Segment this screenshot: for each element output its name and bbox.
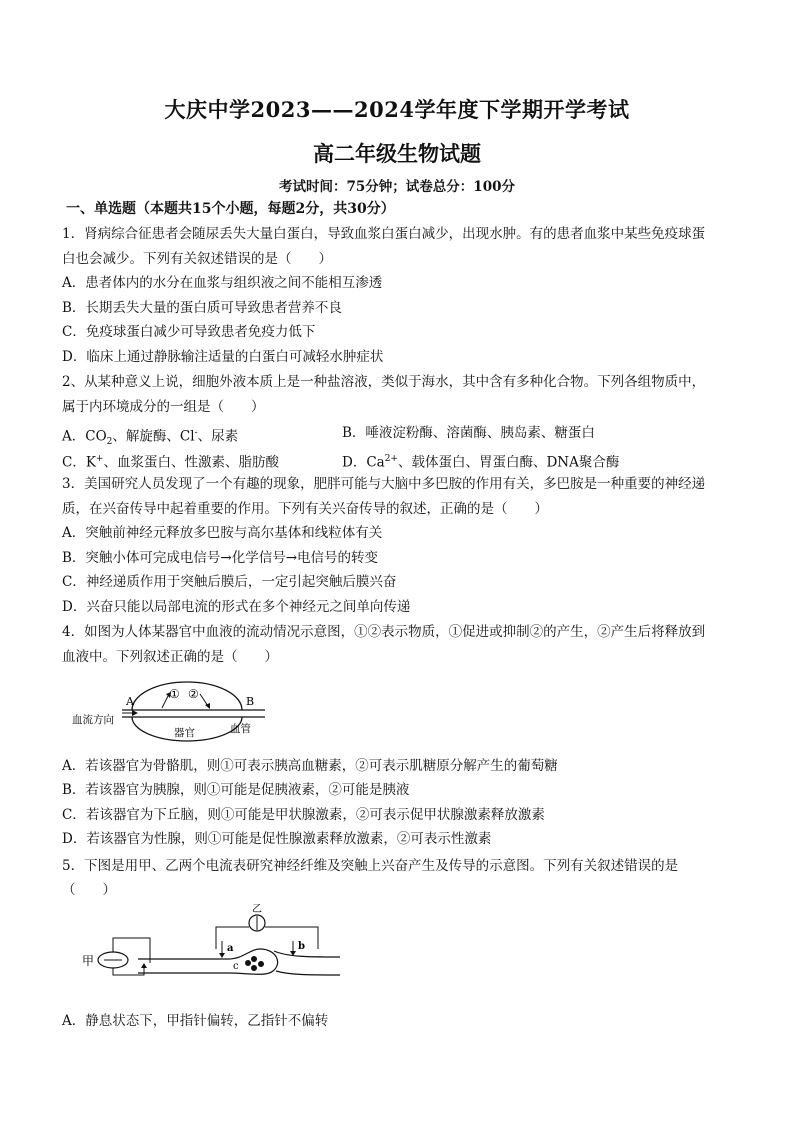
q1-option-d: D．临床上通过静脉输注适量的白蛋白可减轻水肿症状 [62, 349, 384, 365]
flow-arrowhead [132, 710, 138, 716]
substance2-arrowhead [205, 703, 210, 709]
vesicle [258, 961, 264, 967]
label-blood-flow: 血流方向 [72, 714, 114, 726]
section-heading: 一、单选题（本题共15个小题，每题2分，共30分） [66, 201, 395, 217]
q5-option-a: A．静息状态下，甲指针偏转，乙指针不偏转 [62, 1013, 329, 1029]
q5-stem-line2: （ ） [62, 882, 116, 898]
organ-outline-top [132, 682, 242, 710]
q1-option-b: B．长期丢失大量的蛋白质可导致患者营养不良 [62, 300, 342, 316]
q4-stem-line1: 4．如图为人体某器官中血液的流动情况示意图，①②表示物质，①促进或抑制②的产生，②产生后将释放到 [62, 624, 706, 640]
q4-option-b: B．若该器官为胰腺，则①可能是促胰液素，②可能是胰液 [62, 782, 410, 798]
label-b: b [298, 941, 305, 952]
q4-option-a: A．若该器官为骨骼肌，则①可表示胰高血糖素，②可表示肌糖原分解产生的葡萄糖 [62, 758, 558, 774]
exam-info: 考试时间：75分钟；试卷总分：100分 [279, 179, 515, 195]
vesicle [245, 960, 251, 966]
q2-option-b: B．唾液淀粉酶、溶菌酶、胰岛素、糖蛋白 [342, 425, 595, 441]
label-substance1: ① [169, 687, 180, 701]
label-a: A [126, 695, 134, 708]
label-c: c [233, 961, 239, 972]
q4-option-d: D．若该器官为性腺，则①可能是促性腺激素释放激素，②可表示性激素 [62, 831, 492, 847]
label-b: B [246, 695, 255, 708]
meter-jia-arrow [141, 963, 147, 968]
substance1-arrow [162, 696, 168, 708]
label-yi: 乙 [252, 904, 262, 915]
exam-title: 大庆中学2023——2024学年度下学期开学考试 [164, 97, 630, 122]
meter-yi-wire-right [265, 927, 318, 949]
q3-option-c: C．神经递质作用于突触后膜后，一定引起突触后膜兴奋 [62, 574, 397, 590]
stimulus-a-arrowhead [219, 953, 225, 958]
q5-neuron-meter-diagram [78, 904, 348, 993]
vesicle [251, 965, 257, 971]
q1-stem-line2: 白也会减少。下列有关叙述错误的是（ ） [62, 251, 332, 267]
postsynaptic-bottom [276, 971, 340, 975]
q2-stem-line2: 属于内环境成分的一组是（ ） [62, 399, 265, 415]
exam-subtitle: 高二年级生物试题 [313, 141, 481, 166]
label-a: a [227, 943, 234, 954]
q4-stem-line2: 血液中。下列叙述正确的是（ ） [62, 649, 278, 665]
q1-option-c: C．免疫球蛋白减少可导致患者免疫力低下 [62, 324, 316, 340]
label-organ: 器官 [174, 727, 195, 739]
q4-option-c: C．若该器官为下丘脑，则①可能是甲状腺激素，②可表示促甲状腺激素释放激素 [62, 807, 545, 823]
q3-stem-line1: 3．美国研究人员发现了一个有趣的现象，肥胖可能与大脑中多巴胺的作用有关，多巴胺是一种重要的神经递 [62, 476, 706, 492]
q3-option-b: B．突触小体可完成电信号→化学信号→电信号的转变 [62, 550, 379, 566]
label-vessel: 血管 [230, 723, 251, 735]
q5-stem-line1: 5．下图是用甲、乙两个电流表研究神经纤维及突触上兴奋产生及传导的示意图。下列有关叙述错误的是 [62, 858, 679, 874]
q3-option-a: A．突触前神经元释放多巴胺与高尔基体和线粒体有关 [62, 525, 383, 541]
q3-stem-line2: 质，在兴奋传导中起着重要的作用。下列有关兴奋传导的叙述，正确的是（ ） [62, 501, 548, 517]
label-substance2: ② [188, 687, 199, 701]
vesicle [251, 956, 257, 962]
q2-stem-line1: 2、从某种意义上说，细胞外液本质上是一种盐溶液，类似于海水，其中含有多种化合物。下列各组物质中， [62, 374, 706, 390]
substance2-arrow [200, 694, 208, 706]
nerve-fiber [138, 949, 278, 974]
label-jia: 甲 [82, 954, 95, 968]
postsynaptic-top [274, 951, 340, 957]
q1-stem-line1: 1．肾病综合征患者会随尿丢失大量白蛋白，导致血浆白蛋白减少，出现水肿。有的患者血浆中某些免疫球蛋 [62, 226, 706, 242]
q2-option-a: A．$CO_2$、解旋酶、Cl-、尿素 [62, 428, 239, 448]
q1-option-a: A．患者体内的水分在血浆与组织液之间不能相互渗透 [62, 275, 383, 291]
q2-option-c: C．K+、血浆蛋白、性激素、脂肪酸 [62, 454, 279, 471]
q2-option-d: D．$Ca^{2+}$、载体蛋白、胃蛋白酶、DNA聚合酶 [342, 454, 620, 471]
q3-option-d: D．兴奋只能以局部电流的形式在多个神经元之间单向传递 [62, 599, 411, 615]
q4-blood-flow-diagram [70, 678, 280, 750]
